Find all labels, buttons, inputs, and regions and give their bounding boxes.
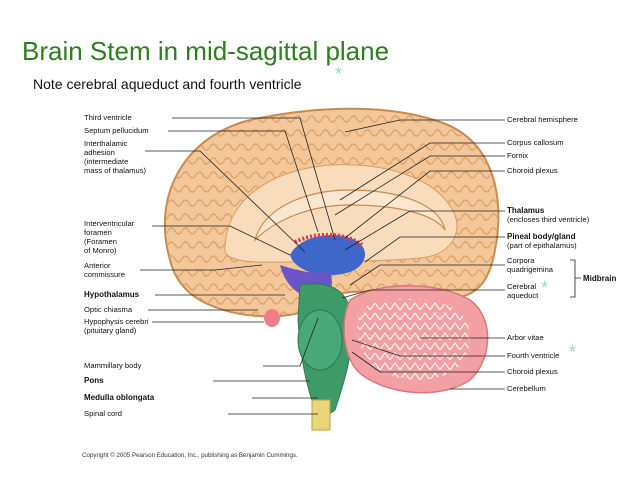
left-label-11-line-0: Spinal cord [84,409,122,418]
left-label-6-line-0: Optic chiasma [84,305,133,314]
left-label-2-line-0: Interthalamic [84,139,128,148]
left-label-group [84,113,155,418]
left-label-7-line-1: (pituitary gland) [84,326,137,335]
asterisk-mark: * [335,64,343,84]
right-label-10-line-0: Choroid plexus [507,367,558,376]
right-label-7-line-1: aqueduct [507,291,539,300]
right-label-0-line-0: Cerebral hemisphere [507,115,578,124]
asterisk-mark-2: * [541,278,549,298]
right-label-group [507,115,590,393]
right-label-6-line-1: quadrigemina [507,265,554,274]
pituitary-gland [264,309,280,327]
left-label-4-line-1: commissure [84,270,125,279]
left-label-9-line-0: Pons [84,376,104,385]
left-label-8-line-0: Mammillary body [84,361,142,370]
midbrain-bracket [570,260,581,297]
left-label-3-line-3: of Monro) [84,246,117,255]
page-subtitle: Note cerebral aqueduct and fourth ventricle [33,76,302,92]
right-label-7-line-0: Cerebral [507,282,537,291]
left-label-10-line-0: Medulla oblongata [84,393,155,402]
left-label-3-line-1: foramen [84,228,112,237]
right-label-6-line-0: Corpora [507,256,535,265]
left-label-5-line-0: Hypothalamus [84,290,140,299]
left-label-2-line-3: mass of thalamus) [84,166,147,175]
right-label-5-line-0: Pineal body/gland [507,232,576,241]
page-title: Brain Stem in mid-sagittal plane [22,36,390,66]
left-label-0-line-0: Third ventricle [84,113,132,122]
left-label-4-line-0: Anterior [84,261,111,270]
copyright-notice: Copyright © 2005 Pearson Education, Inc., publishing as Benjamin Cummings. [82,452,298,459]
cerebellum [344,286,488,393]
midbrain-label: Midbrain [583,274,617,283]
left-label-3-line-2: (Foramen [84,237,117,246]
right-label-2-line-0: Fornix [507,151,529,160]
right-label-4-line-1: (encloses third ventricle) [507,215,590,224]
brainstem [298,284,352,430]
right-label-3-line-0: Choroid plexus [507,166,558,175]
asterisk-mark-3: * [569,342,577,362]
right-label-1-line-0: Corpus callosum [507,138,564,147]
right-label-4-line-0: Thalamus [507,206,545,215]
left-label-7-line-0: Hypophysis cerebri [84,317,149,326]
left-label-3-line-0: Interventricular [84,219,135,228]
left-label-2-line-2: (intermediate [84,157,129,166]
left-label-1-line-0: Septum pellucidum [84,126,149,135]
right-label-8-line-0: Arbor vitae [507,333,544,342]
right-label-9-line-0: Fourth ventricle [507,351,560,360]
right-label-11-line-0: Cerebellum [507,384,546,393]
left-label-2-line-1: adhesion [84,148,115,157]
right-label-5-line-1: (part of epithalamus) [507,241,577,250]
